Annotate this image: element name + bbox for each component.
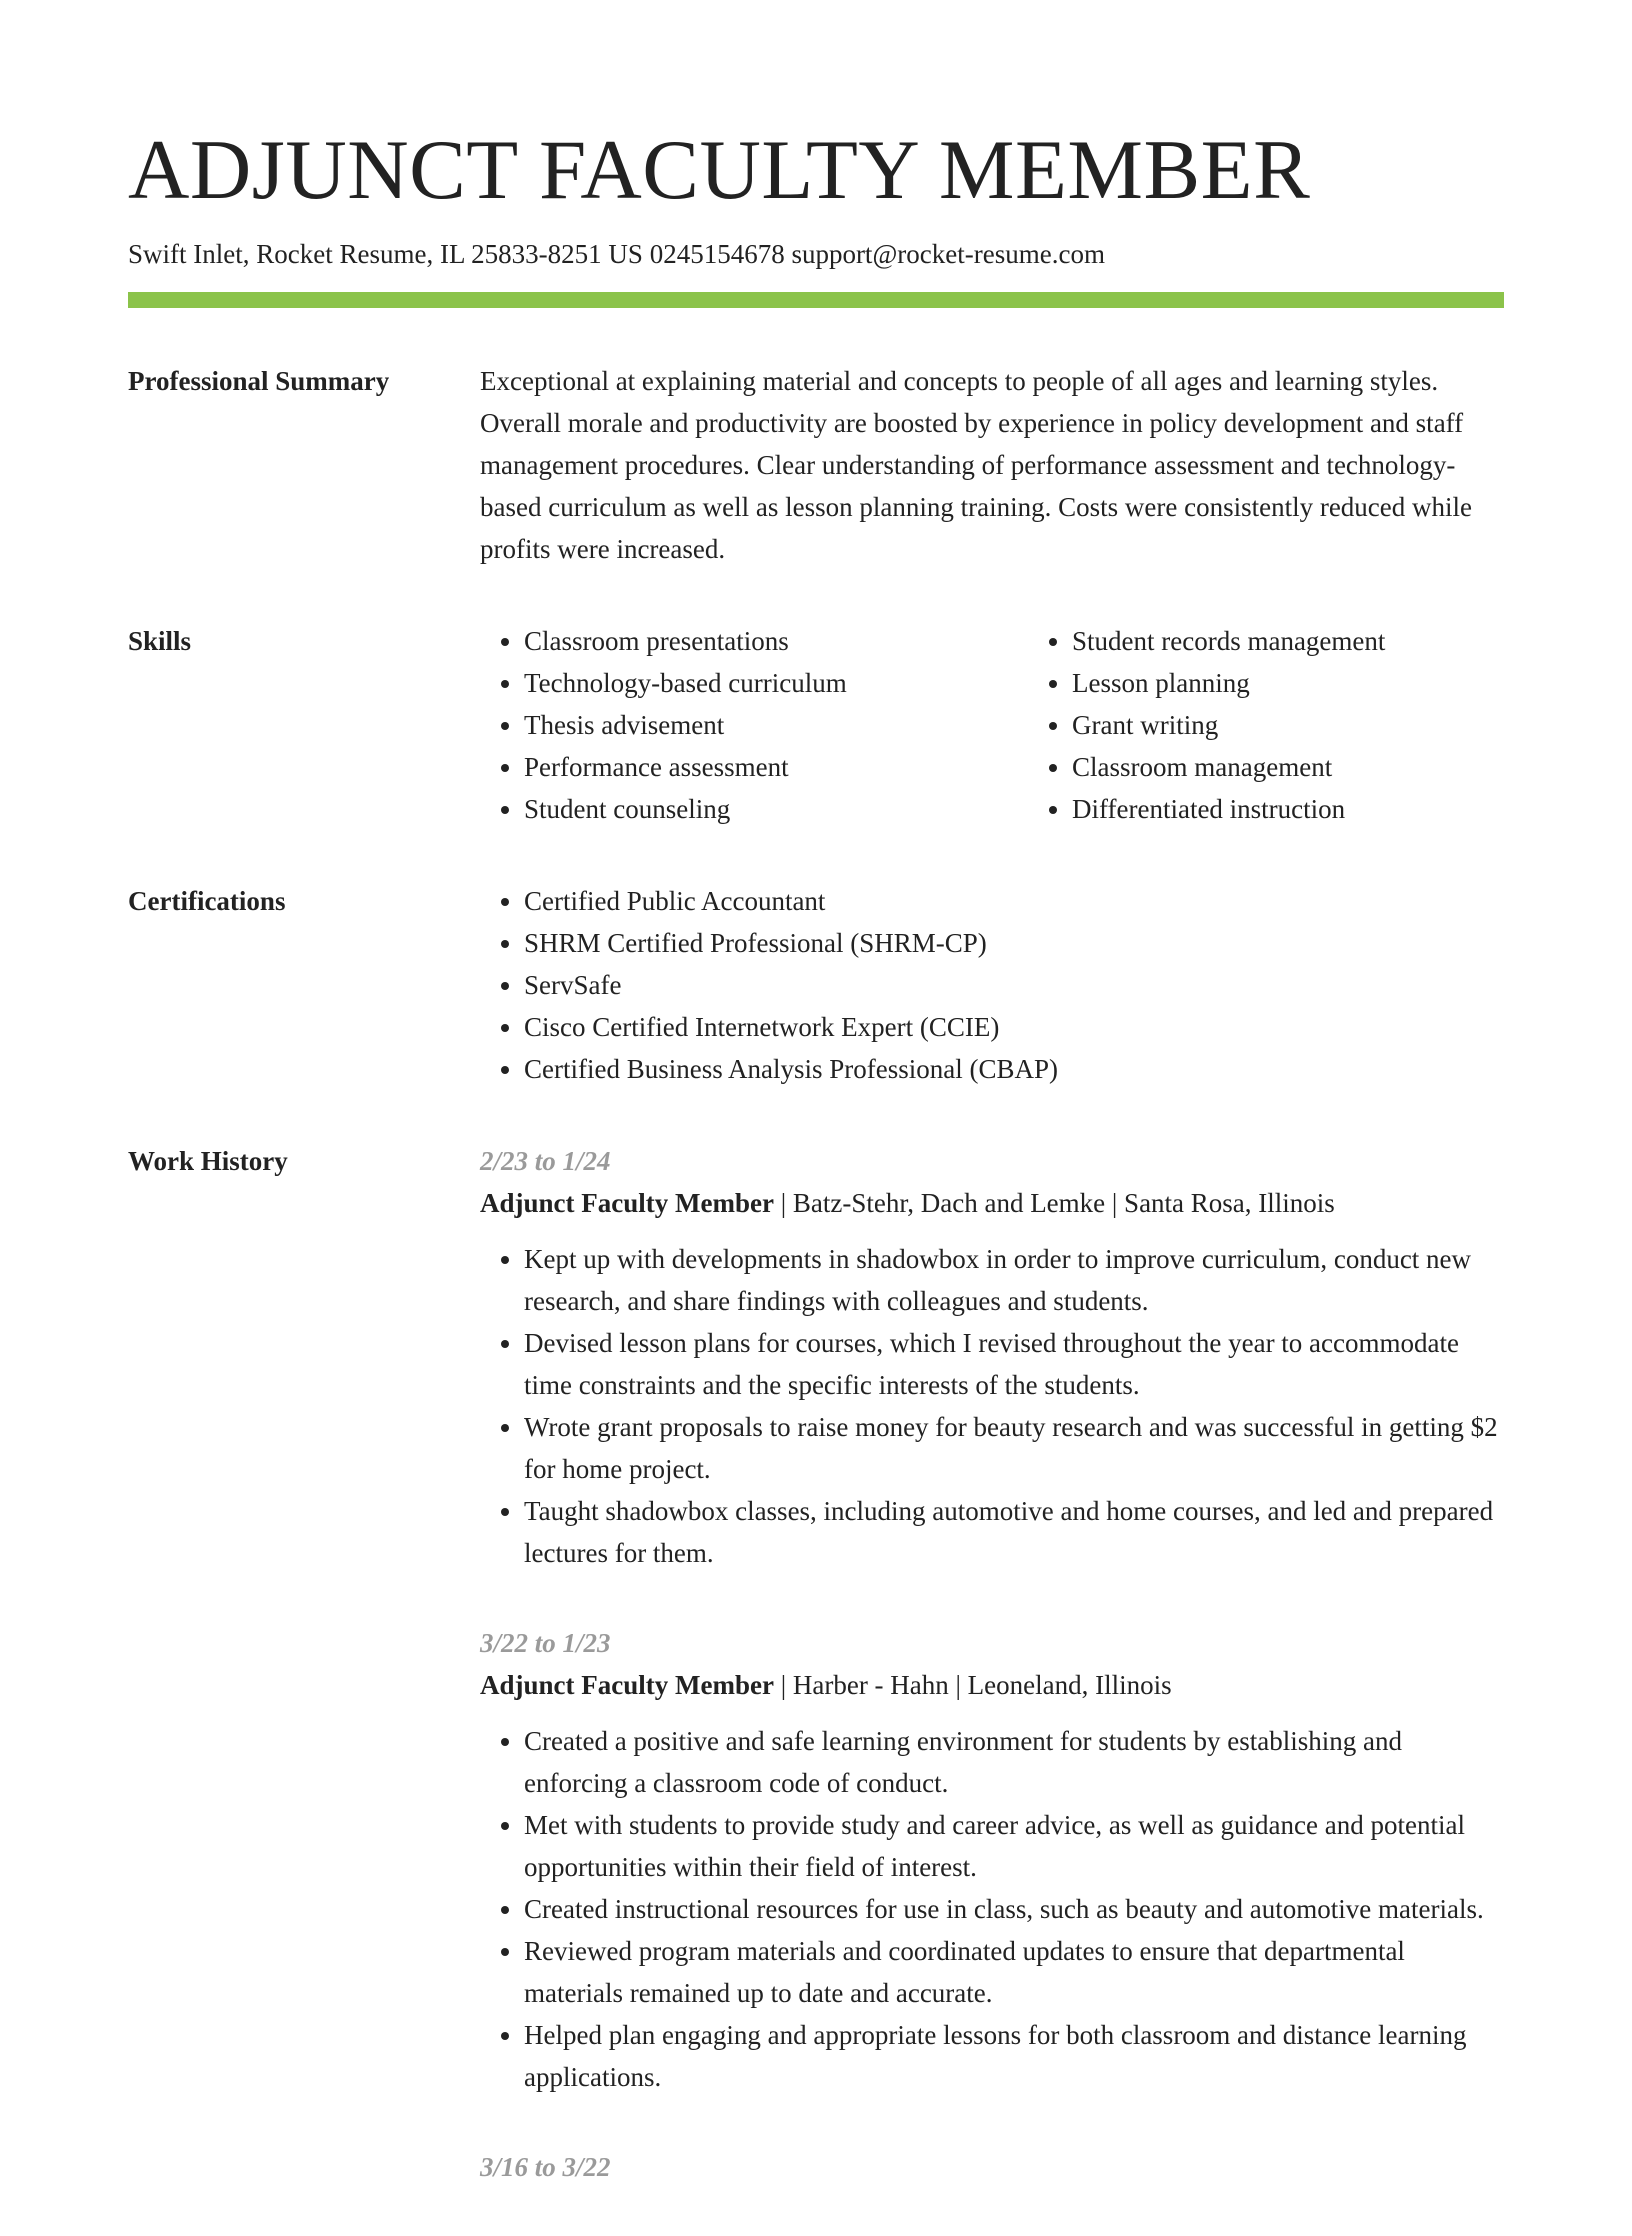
list-item: • ServSafe xyxy=(524,964,1504,1006)
list-item: • Taught shadowbox classes, including automotive and home courses, and led and prepared lectures for them. xyxy=(524,1490,1504,1574)
certifications-section xyxy=(128,880,1504,1090)
job-dates: 3/22 to 1/23 xyxy=(480,1628,611,1658)
certifications-list xyxy=(480,880,1504,1090)
skills-section xyxy=(128,620,1504,830)
job-details: | Harber - Hahn | Leoneland, Illinois xyxy=(773,1670,1172,1700)
list-item: • Devised lesson plans for courses, which I revised throughout the year to accommodate time constraints and the specific interests of the students. xyxy=(524,1322,1504,1406)
list-item: • Differentiated instruction xyxy=(1072,788,1576,830)
list-item: • Technology-based curriculum xyxy=(524,662,1028,704)
job-title: Adjunct Faculty Member xyxy=(480,1188,774,1218)
job-entry xyxy=(480,1622,1504,2098)
section-label: Professional Summary xyxy=(128,366,390,396)
list-item: • SHRM Certified Professional (SHRM-CP) xyxy=(524,922,1504,964)
list-item: • Lesson planning xyxy=(1072,662,1576,704)
job-bullets xyxy=(480,1238,1504,1574)
job-dates: 2/23 to 1/24 xyxy=(480,1146,611,1176)
list-item: • Student counseling xyxy=(524,788,1028,830)
list-item: • Classroom presentations xyxy=(524,620,1028,662)
job-entry xyxy=(480,2146,1504,2188)
list-item: • Created a positive and safe learning environment for students by establishing and enforcing a classroom code of conduct. xyxy=(524,1720,1504,1804)
list-item: • Kept up with developments in shadowbox in order to improve curriculum, conduct new research, and share findings with colleagues and students. xyxy=(524,1238,1504,1322)
list-item: • Helped plan engaging and appropriate lessons for both classroom and distance learning applications. xyxy=(524,2014,1504,2098)
list-item: • Performance assessment xyxy=(524,746,1028,788)
summary-text: Exceptional at explaining material and concepts to people of all ages and learning styles. Overall morale and productivity are boosted by experience in policy development and staff management procedures. Clear understanding of performance assessment and technology-based curriculum as well as lesson planning training. Costs were consistently reduced while profits were increased. xyxy=(480,366,1473,564)
job-title: Adjunct Faculty Member xyxy=(480,1670,774,1700)
list-item: • Certified Public Accountant xyxy=(524,880,1504,922)
contact-line: Swift Inlet, Rocket Resume, IL 25833-8251 US 0245154678 support@rocket-resume.com xyxy=(128,239,1105,269)
job-bullets xyxy=(480,1720,1504,2098)
list-item: • Classroom management xyxy=(1072,746,1576,788)
list-item: • Created instructional resources for use in class, such as beauty and automotive materials. xyxy=(524,1888,1504,1930)
section-label: Skills xyxy=(128,626,192,656)
job-entry xyxy=(480,1140,1504,1574)
list-item: • Reviewed program materials and coordinated updates to ensure that departmental materials remained up to date and accurate. xyxy=(524,1930,1504,2014)
accent-divider xyxy=(128,292,1504,308)
job-heading xyxy=(480,1182,1504,1224)
job-details: | Batz-Stehr, Dach and Lemke | Santa Rosa, Illinois xyxy=(773,1188,1335,1218)
list-item: • Wrote grant proposals to raise money for beauty research and was successful in getting $2 for home project. xyxy=(524,1406,1504,1490)
resume-title: ADJUNCT FACULTY MEMBER xyxy=(128,123,1311,217)
section-label: Work History xyxy=(128,1146,288,1176)
list-item: • Met with students to provide study and career advice, as well as guidance and potential opportunities within their field of interest. xyxy=(524,1804,1504,1888)
skills-list-right xyxy=(1028,620,1576,830)
list-item: • Cisco Certified Internetwork Expert (CCIE) xyxy=(524,1006,1504,1048)
work-history-section xyxy=(128,1140,1504,2236)
list-item: • Certified Business Analysis Professional (CBAP) xyxy=(524,1048,1504,1090)
skills-list-left xyxy=(480,620,1028,830)
list-item: • Student records management xyxy=(1072,620,1576,662)
summary-section xyxy=(128,360,1504,570)
list-item: • Grant writing xyxy=(1072,704,1576,746)
job-heading xyxy=(480,1664,1504,1706)
job-dates: 3/16 to 3/22 xyxy=(480,2152,611,2182)
section-label: Certifications xyxy=(128,886,286,916)
list-item: • Thesis advisement xyxy=(524,704,1028,746)
